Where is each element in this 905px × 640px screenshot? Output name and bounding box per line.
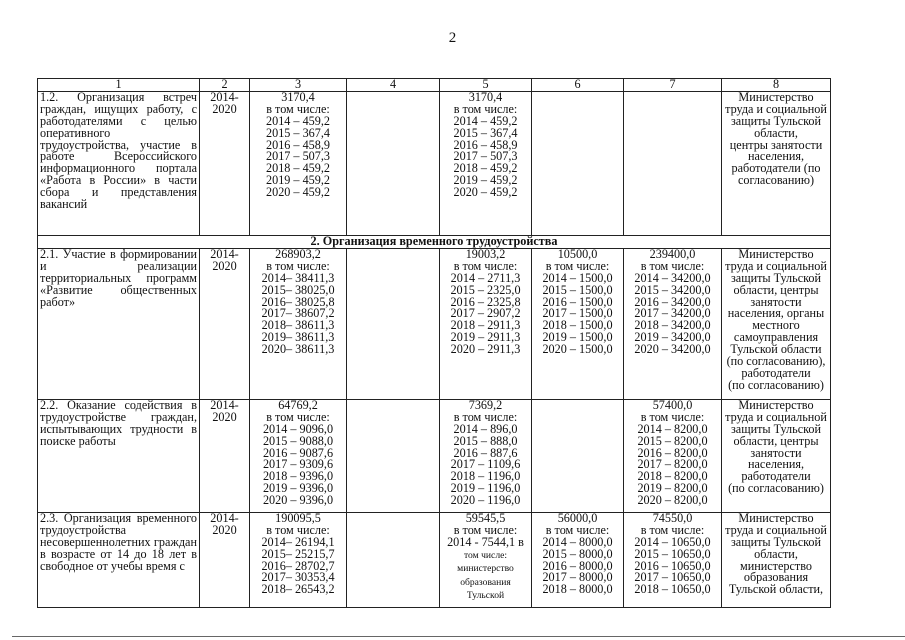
column-header: 4	[347, 79, 440, 92]
funding-col4-cell	[347, 512, 440, 607]
funding-col6-cell	[532, 91, 624, 235]
measure-name: 2.3. Организация временного трудоустройства несовершеннолетних граждан в возрасте от 14 до 18 лет в свободное от учебы время с	[38, 512, 200, 607]
total-funding-cell: 268903,2 в том числе: 2014– 38411,3 2015– 38025,0 2016– 38025,8 2017– 38607,2 2018– 38611,3 2019– 38611,3 2020– 38611,3	[250, 248, 347, 399]
section-title: 2. Организация временного трудоустройства	[38, 235, 831, 248]
period-cell: 2014- 2020	[200, 512, 250, 607]
total-funding-cell: 190095,5 в том числе: 2014– 26194,1 2015– 25215,7 2016– 28702,7 2017– 30353,4 2018– 26543,2	[250, 512, 347, 607]
executors-cell: Министерство труда и социальной защиты Тульской области, центры занятости населения, работодатели (по согласованию)	[722, 91, 831, 235]
funding-col4-cell	[347, 91, 440, 235]
total-funding-cell: 64769,2 в том числе: 2014 – 9096,0 2015 – 9088,0 2016 – 9087,6 2017 – 9309,6 2018 – 9396,0 2019 – 9396,0 2020 – 9396,0	[250, 399, 347, 512]
funding-col5-cell: 3170,4 в том числе: 2014 – 459,2 2015 – 367,4 2016 – 458,9 2017 – 507,3 2018 – 459,2 2019 – 459,2 2020 – 459,2	[440, 91, 532, 235]
funding-col4-cell	[347, 248, 440, 399]
funding-col6-cell: 10500,0 в том числе: 2014 – 1500,0 2015 – 1500,0 2016 – 1500,0 2017 – 1500,0 2018 – 1500,0 2019 – 1500,0 2020 – 1500,0	[532, 248, 624, 399]
executors-cell: Министерство труда и социальной защиты Тульской области, центры занятости населения, органы местного самоуправления Тульской области (по согласованию), работодатели (по согласованию)	[722, 248, 831, 399]
program-table	[37, 78, 831, 608]
column-number-row	[38, 79, 831, 92]
funding-col5-note: том числе: министерство образования Тульской	[457, 549, 514, 602]
column-header: 8	[722, 79, 831, 92]
period-cell: 2014- 2020	[200, 399, 250, 512]
column-header: 1	[38, 79, 200, 92]
measure-name: 2.1. Участие в формировании и реализации территориальных программ «Развитие общественных работ»	[38, 248, 200, 399]
funding-col7-cell	[624, 91, 722, 235]
column-header: 7	[624, 79, 722, 92]
funding-col7-cell: 239400,0 в том числе: 2014 – 34200,0 2015 – 34200,0 2016 – 34200,0 2017 – 34200,0 2018 – 34200,0 2019 – 34200,0 2020 – 34200,0	[624, 248, 722, 399]
funding-col6-cell: 56000,0 в том числе: 2014 – 8000,0 2015 – 8000,0 2016 – 8000,0 2017 – 8000,0 2018 – 8000,0	[532, 512, 624, 607]
table-row	[38, 91, 831, 235]
page-bottom-edge	[12, 636, 905, 637]
funding-col4-cell	[347, 399, 440, 512]
table-row	[38, 399, 831, 512]
funding-col5-main: 59545,5 в том числе: 2014 - 7544,1 в	[447, 512, 524, 549]
funding-col7-cell: 57400,0 в том числе: 2014 – 8200,0 2015 – 8200,0 2016 – 8200,0 2017 – 8200,0 2018 – 8200,0 2019 – 8200,0 2020 – 8200,0	[624, 399, 722, 512]
table-row	[38, 248, 831, 399]
total-funding-cell: 3170,4 в том числе: 2014 – 459,2 2015 – 367,4 2016 – 458,9 2017 – 507,3 2018 – 459,2 2019 – 459,2 2020 – 459,2	[250, 91, 347, 235]
column-header: 3	[250, 79, 347, 92]
executors-cell: Министерство труда и социальной защиты Тульской области, центры занятости населения, работодатели (по согласованию)	[722, 399, 831, 512]
page-number: 2	[448, 30, 457, 46]
column-header: 6	[532, 79, 624, 92]
executors-cell: Министерство труда и социальной защиты Тульской области, министерство образования Тульской области,	[722, 512, 831, 607]
funding-col5-cell	[440, 512, 532, 607]
funding-col5-cell: 7369,2 в том числе: 2014 – 896,0 2015 – 888,0 2016 – 887,6 2017 – 1109,6 2018 – 1196,0 2019 – 1196,0 2020 – 1196,0	[440, 399, 532, 512]
column-header: 2	[200, 79, 250, 92]
funding-col5-cell: 19003,2 в том числе: 2014 – 2711,3 2015 – 2325,0 2016 – 2325,8 2017 – 2907,2 2018 – 2911,3 2019 – 2911,3 2020 – 2911,3	[440, 248, 532, 399]
column-header: 5	[440, 79, 532, 92]
funding-col7-cell: 74550,0 в том числе: 2014 – 10650,0 2015 – 10650,0 2016 – 10650,0 2017 – 10650,0 2018 – 10650,0	[624, 512, 722, 607]
period-cell: 2014- 2020	[200, 248, 250, 399]
table-row	[38, 512, 831, 607]
measure-name: 2.2. Оказание содействия в трудоустройстве граждан, испытывающих трудности в поиске работы	[38, 399, 200, 512]
section-row	[38, 235, 831, 248]
funding-col6-cell	[532, 399, 624, 512]
period-cell: 2014- 2020	[200, 91, 250, 235]
measure-name: 1.2. Организация встреч граждан, ищущих работу, с работодателями с целью оперативного трудоустройства, участие в работе Всероссийского информационного портала «Работа в России» в части сбора и представления вакансий	[38, 91, 200, 235]
